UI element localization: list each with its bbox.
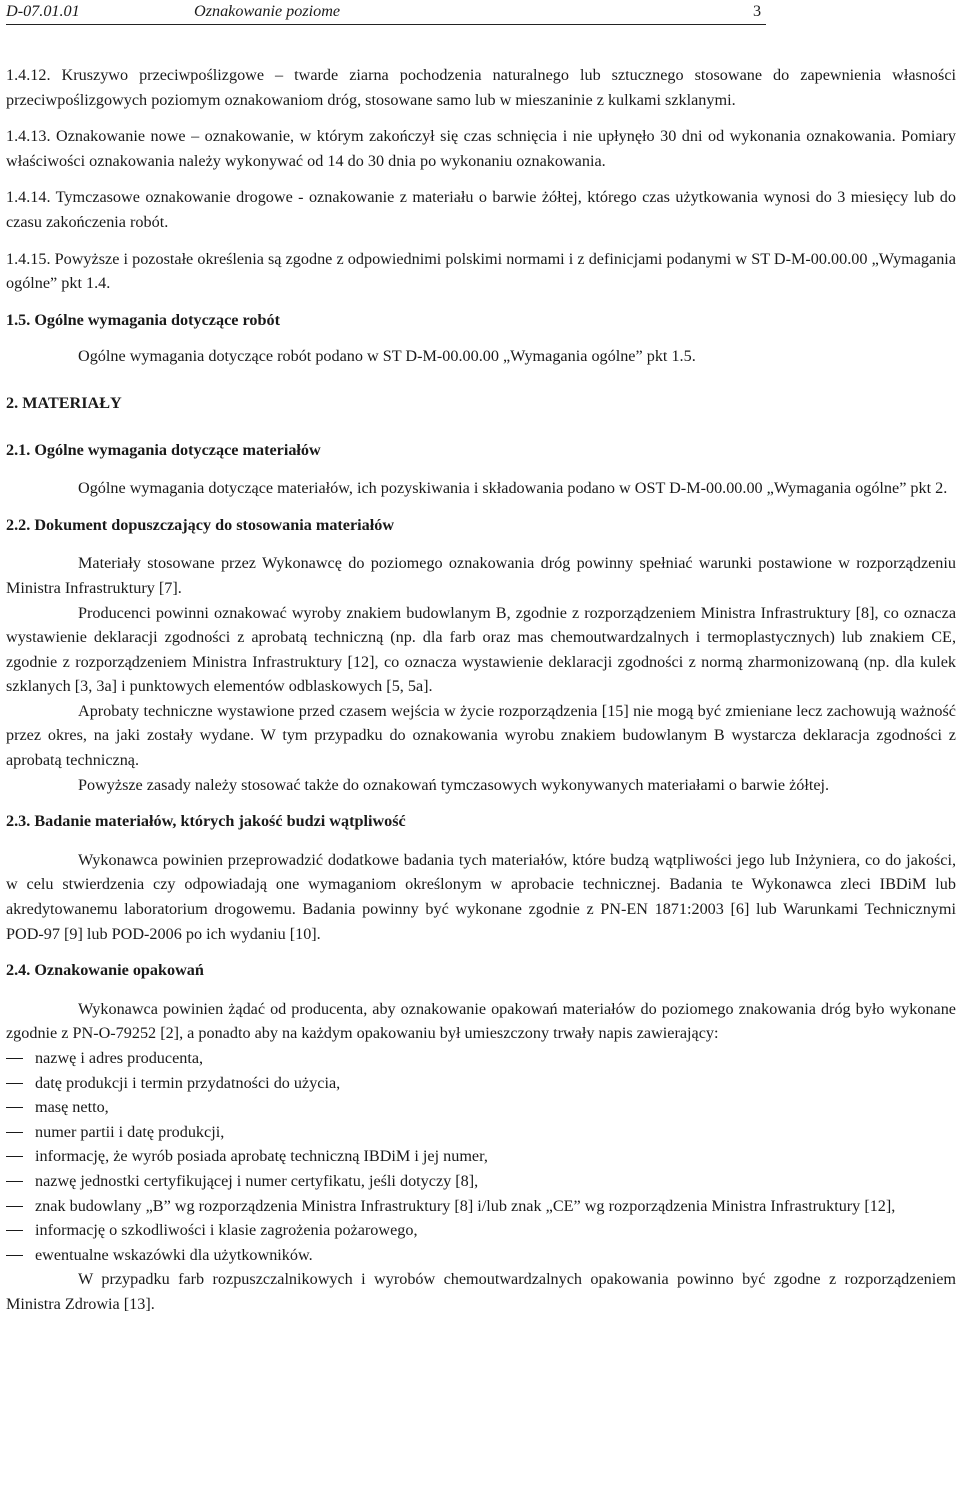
list-item: nazwę jednostki certyfikującej i numer certyfikatu, jeśli dotyczy [8], xyxy=(6,1169,956,1194)
document-title: Oznakowanie poziome xyxy=(194,2,341,20)
definition-number: 1.4.14. xyxy=(6,188,51,207)
section-heading-2-4: 2.4. Oznakowanie opakowań xyxy=(6,961,204,980)
list-item: informację o szkodliwości i klasie zagrożenia pożarowego, xyxy=(6,1218,956,1243)
label-contents-list xyxy=(6,1046,956,1267)
section-heading-2-3: 2.3. Badanie materiałów, których jakość budzi wątpliwość xyxy=(6,812,406,831)
definition-1-4-13 xyxy=(6,124,956,173)
paragraph: Powyższe zasady należy stosować także do oznakowań tymczasowych wykonywanych materiałami o barwie żółtej. xyxy=(78,775,830,794)
definition-number: 1.4.13. xyxy=(6,127,51,146)
section-text-2-1: Ogólne wymagania dotyczące materiałów, ich pozyskiwania i składowania podano w OST D-M-00.00.00 „Wymagania ogólne” pkt 2. xyxy=(78,479,948,498)
list-item: ewentualne wskazówki dla użytkowników. xyxy=(6,1243,956,1268)
list-item: datę produkcji i termin przydatności do użycia, xyxy=(6,1071,956,1096)
section-heading-2-1: 2.1. Ogólne wymagania dotyczące materiałów xyxy=(6,440,321,459)
list-item: masę netto, xyxy=(6,1095,956,1120)
definition-number: 1.4.12. xyxy=(6,66,51,84)
definition-1-4-14 xyxy=(6,185,956,234)
paragraph: Aprobaty techniczne wystawione przed czasem wejścia w życie rozporządzenia [15] nie mogą być zmieniane lecz zachowują ważność przez okres, na jaki zostały wydane. W tym przypadku do oznakowania wyrobu znakiem budowlanym B wystarcza deklaracja zgodności z aprobatą techniczną. xyxy=(6,701,956,770)
paragraph: Producenci powinni oznakować wyroby znakiem budowlanym B, zgodnie z rozporządzeniem Ministra Infrastruktury [8], co oznacza wystawienie deklaracji zgodności z aprobatą techniczną (np. dla farb oraz mas chemoutwardzalnych i termoplastycznych) lub znakiem CE, zgodnie z rozporządzeniem Ministra Infrastruktury [12], co oznacza wystawienie deklaracji zgodności z normą zharmonizowaną (np. dla kulek szklanych [3, 3a] i punktowych elementów odblaskowych [5, 5a]. xyxy=(6,603,956,696)
definition-text: Kruszywo przeciwpoślizgowe – twarde ziarna pochodzenia naturalnego lub sztucznego stosowane do zapewnienia własności przeciwpoślizgowych poziomym oznakowaniom dróg, stosowane samo lub w mieszaninie z kulkami szklanymi. xyxy=(6,66,956,109)
definition-number: 1.4.15. xyxy=(6,249,51,268)
paragraph: Materiały stosowane przez Wykonawcę do poziomego oznakowania dróg powinny spełniać warunki postawione w rozporządzeniu Ministra Infrastruktury [7]. xyxy=(6,554,956,597)
definition-text: Tymczasowe oznakowanie drogowe - oznakowanie z materiału o barwie żółtej, którego czas użytkowania wynosi do 3 miesięcy lub do czasu zakończenia robót. xyxy=(6,188,956,231)
list-item: znak budowlany „B” wg rozporządzenia Ministra Infrastruktury [8] i/lub znak „CE” wg rozporządzenia Ministra Infrastruktury [12], xyxy=(6,1194,956,1219)
page-header xyxy=(6,0,766,25)
list-item: informację, że wyrób posiada aprobatę techniczną IBDiM i jej numer, xyxy=(6,1144,956,1169)
list-item: nazwę i adres producenta, xyxy=(6,1046,956,1071)
definition-1-4-15 xyxy=(6,247,956,296)
section-text-1-5: Ogólne wymagania dotyczące robót podano w ST D-M-00.00.00 „Wymagania ogólne” pkt 1.5. xyxy=(78,347,696,366)
section-heading-2: 2. MATERIAŁY xyxy=(6,393,122,412)
section-text-2-3: Wykonawca powinien przeprowadzić dodatkowe badania tych materiałów, które budzą wątpliwości jego lub Inżyniera, co do jakości, w celu stwierdzenia czy odpowiadają one wymaganiom określonym w aprobacie technicznej. Badania te Wykonawca zleci IBDiM lub akredytowanemu laboratorium drogowemu. Badania powinny być wykonane zgodnie z PN-EN 1871:2003 [6] lub Warunkami Technicznymi POD-97 [9] lub POD-2006 po ich wydaniu [10]. xyxy=(6,850,956,943)
section-heading-2-2: 2.2. Dokument dopuszczający do stosowania materiałów xyxy=(6,515,395,534)
definition-1-4-12 xyxy=(6,63,956,112)
paragraph: Wykonawca powinien żądać od producenta, aby oznakowanie opakowań materiałów do poziomego znakowania dróg było wykonane zgodnie z PN-O-79252 [2], a ponadto aby na każdym opakowaniu był umieszczony trwały napis zawierający: xyxy=(6,999,956,1043)
paragraph: W przypadku farb rozpuszczalnikowych i wyrobów chemoutwardzalnych opakowania powinno być zgodne z rozporządzeniem Ministra Zdrowia [13]. xyxy=(6,1270,956,1313)
definition-text: Oznakowanie nowe – oznakowanie, w którym zakończył się czas schnięcia i nie upłynęło 30 dni od wykonania oznakowania. Pomiary właściwości oznakowania należy wykonywać od 14 do 30 dnia po wykonaniu oznakowania. xyxy=(6,127,956,170)
page-number: 3 xyxy=(753,2,762,20)
section-heading-1-5: 1.5. Ogólne wymagania dotyczące robót xyxy=(6,310,280,329)
document-code: D-07.01.01 xyxy=(6,2,80,20)
definition-text: Powyższe i pozostałe określenia są zgodne z odpowiednimi polskimi normami i z definicjami podanymi w ST D-M-00.00.00 „Wymagania ogólne” pkt 1.4. xyxy=(6,249,956,293)
list-item: numer partii i datę produkcji, xyxy=(6,1120,956,1145)
